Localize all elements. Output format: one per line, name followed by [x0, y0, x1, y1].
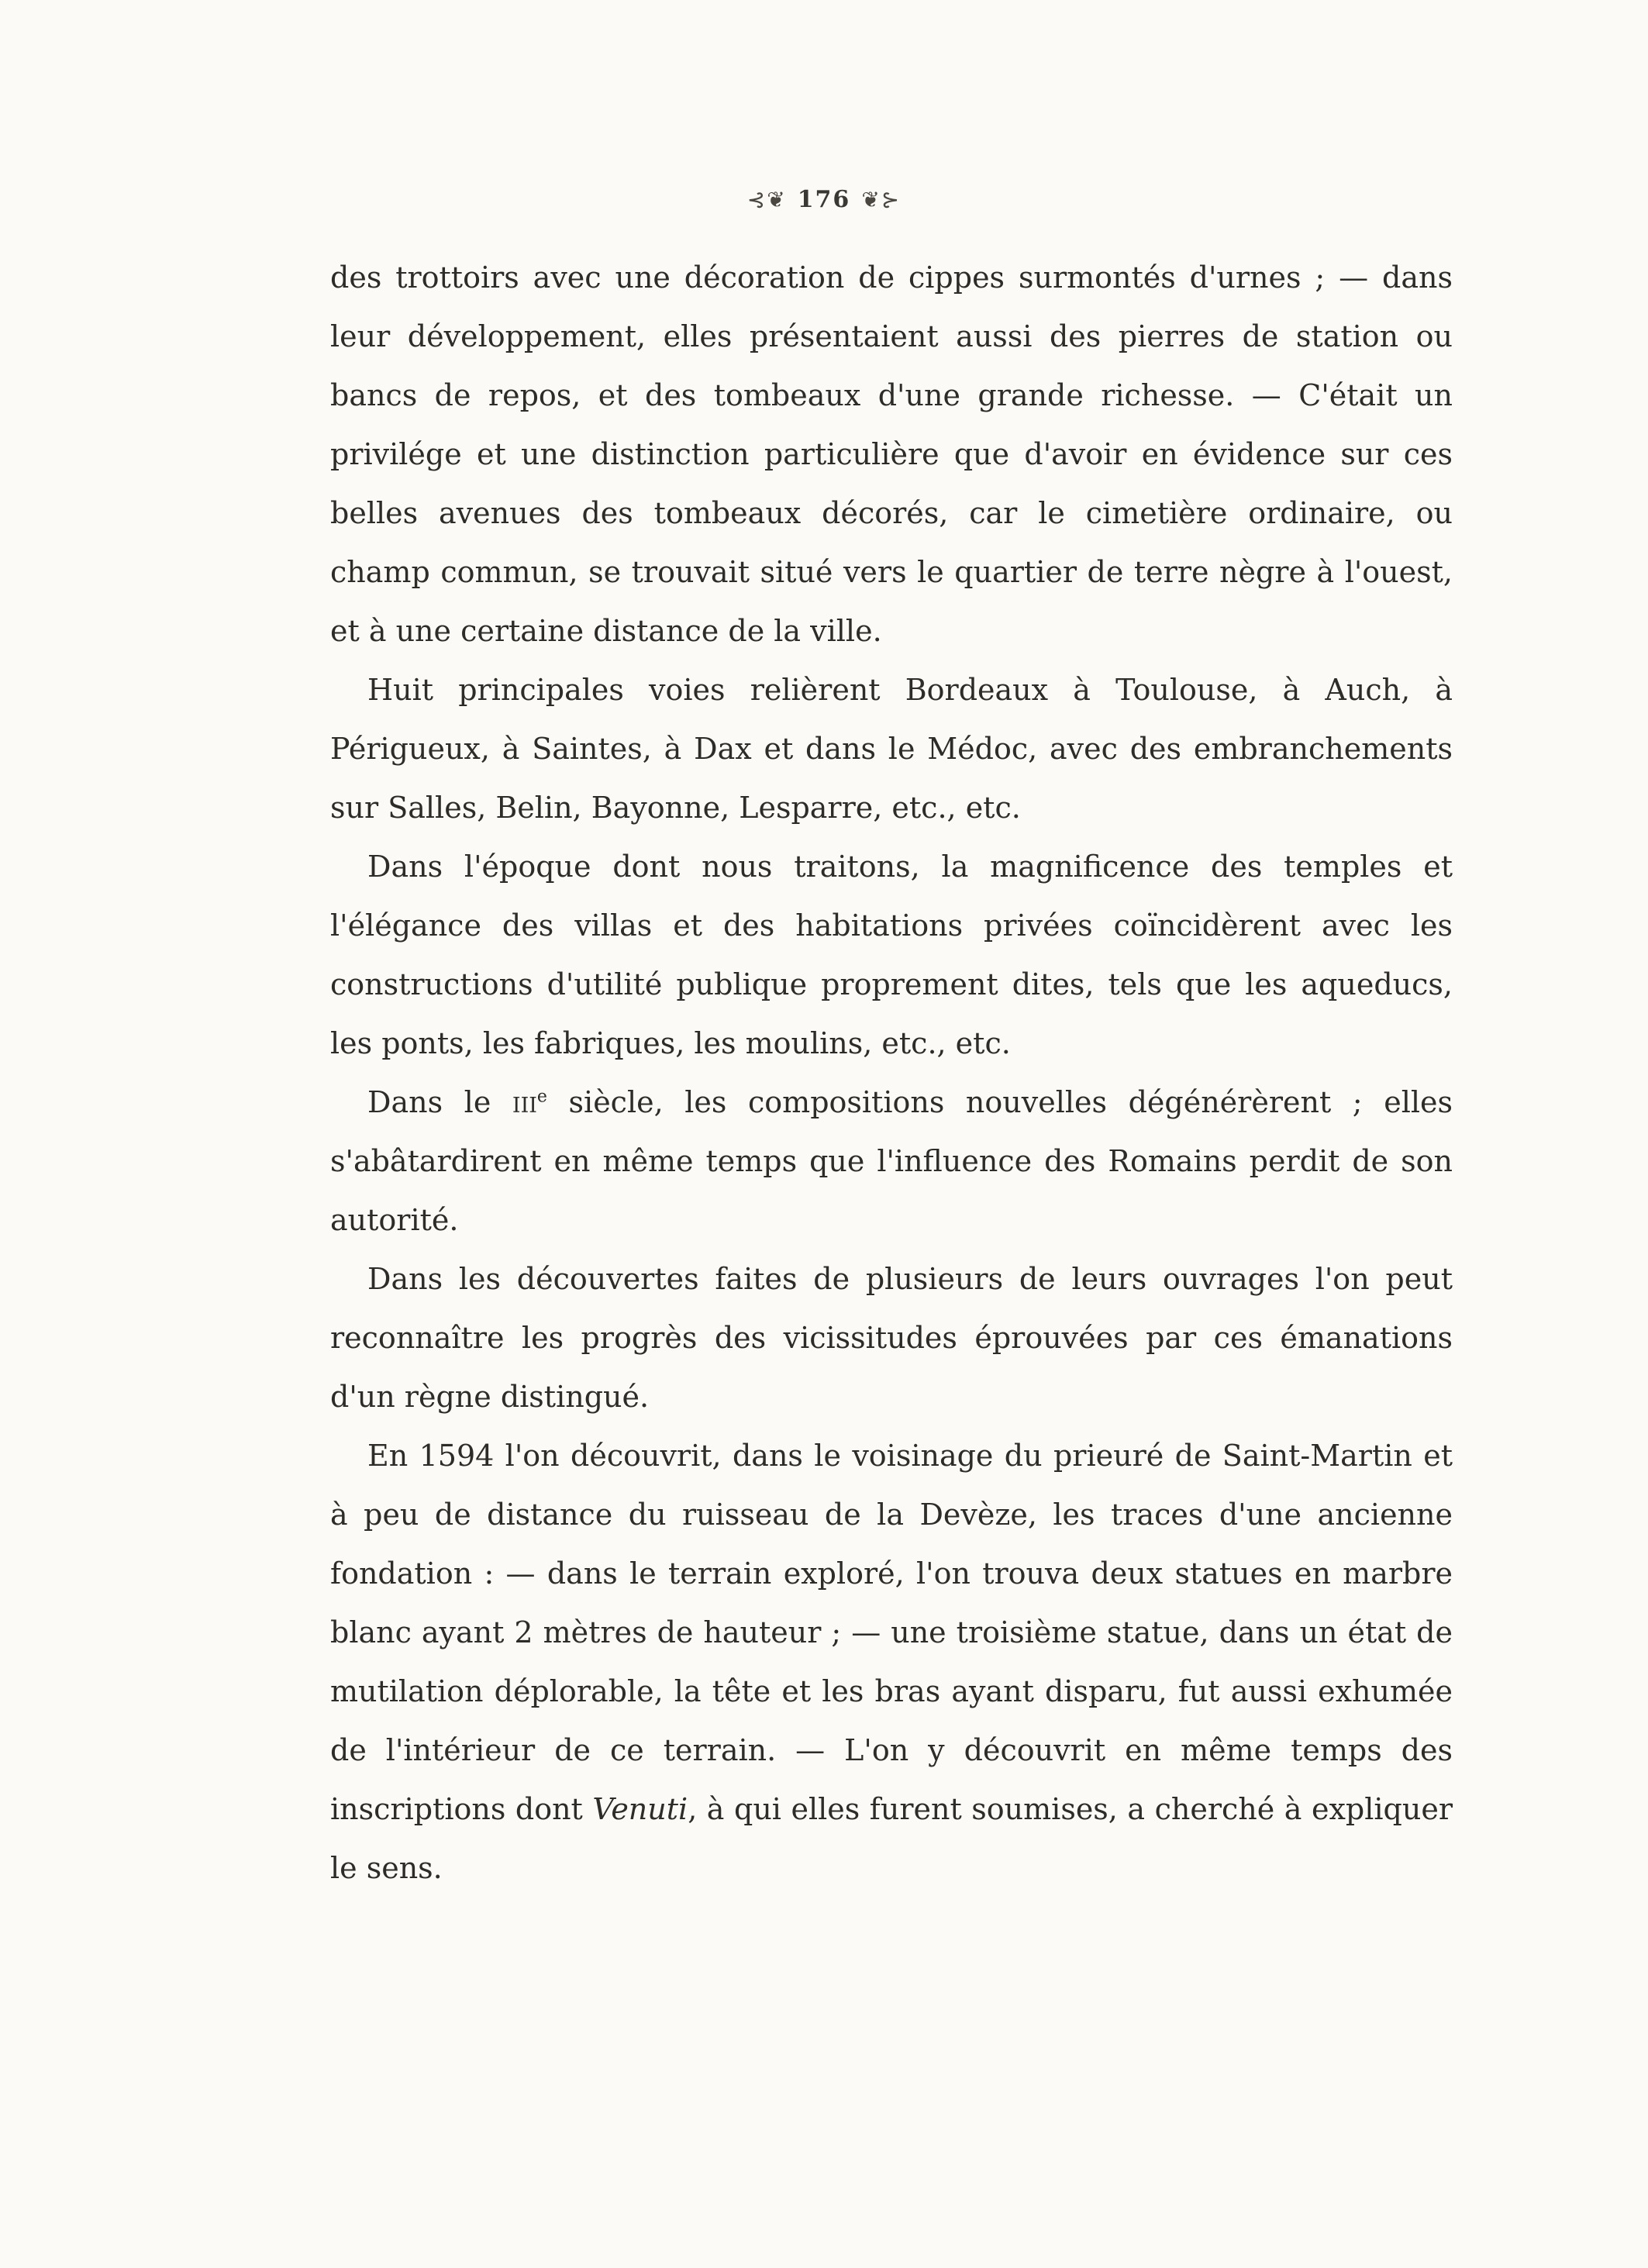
author-name-italic: Venuti: [592, 1792, 688, 1826]
paragraph-6-start: En 1594 l'on découvrit, dans le voisinage du prieuré de Saint-Martin et à peu de distance du ruisseau de la Devèze, les traces d'une ancienne fondation : — dans le terrain exploré, l'on trouva deux statues en marbre blanc ayant 2 mètres de hauteur ; — une troisième statue, dans un état de mutilation déplorable, la tête et les bras ayant disparu, fut aussi exhumée de l'intérieur de ce terrain. — L'on y découvrit en même temps des inscriptions dont: [330, 1439, 1453, 1826]
century-numeral: iii: [512, 1085, 537, 1119]
paragraph-4-start: Dans le: [367, 1085, 512, 1119]
page-header: [0, 184, 1648, 213]
paragraph-6: [330, 1426, 1453, 1897]
right-ornament-icon: ❦⊱: [861, 186, 902, 212]
paragraph-1: des trottoirs avec une décoration de cippes surmontés d'urnes ; — dans leur développement, elles présentaient aussi des pierres de station ou bancs de repos, et des tombeaux d'une grande richesse. — C'était un privilége et une distinction particulière que d'avoir en évidence sur ces belles avenues des tombeaux décorés, car le cimetière ordinaire, ou champ commun, se trouvait situé vers le quartier de terre nègre à l'ouest, et à une certaine distance de la ville.: [330, 260, 1453, 648]
paragraph-2: Huit principales voies relièrent Bordeaux à Toulouse, à Auch, à Périgueux, à Saintes, à Dax et dans le Médoc, avec des embranchements sur Salles, Belin, Bayonne, Lesparre, etc., etc.: [330, 673, 1453, 825]
left-ornament-icon: ⊰❦: [746, 186, 787, 212]
paragraph-3: Dans l'époque dont nous traitons, la magnificence des temples et l'élégance des villas et des habitations privées coïncidèrent avec les constructions d'utilité publique proprement dites, tels que les aqueducs, les ponts, les fabriques, les moulins, etc., etc.: [330, 850, 1453, 1060]
paragraph-4-end: siècle, les compositions nouvelles dégénérèrent ; elles s'abâtardirent en même temps que l'influence des Romains perdit de son autorité.: [330, 1085, 1453, 1237]
paragraph-6-end: , à qui elles furent soumises, a cherché à expliquer le sens.: [330, 1792, 1453, 1885]
century-superscript: e: [536, 1087, 547, 1107]
page-number: 176: [797, 185, 851, 213]
body-text: [330, 248, 1453, 1897]
paragraph-5: Dans les découvertes faites de plusieurs de leurs ouvrages l'on peut reconnaître les progrès des vicissitudes éprouvées par ces émanations d'un règne distingué.: [330, 1262, 1453, 1414]
paragraph-4: [330, 1073, 1453, 1249]
